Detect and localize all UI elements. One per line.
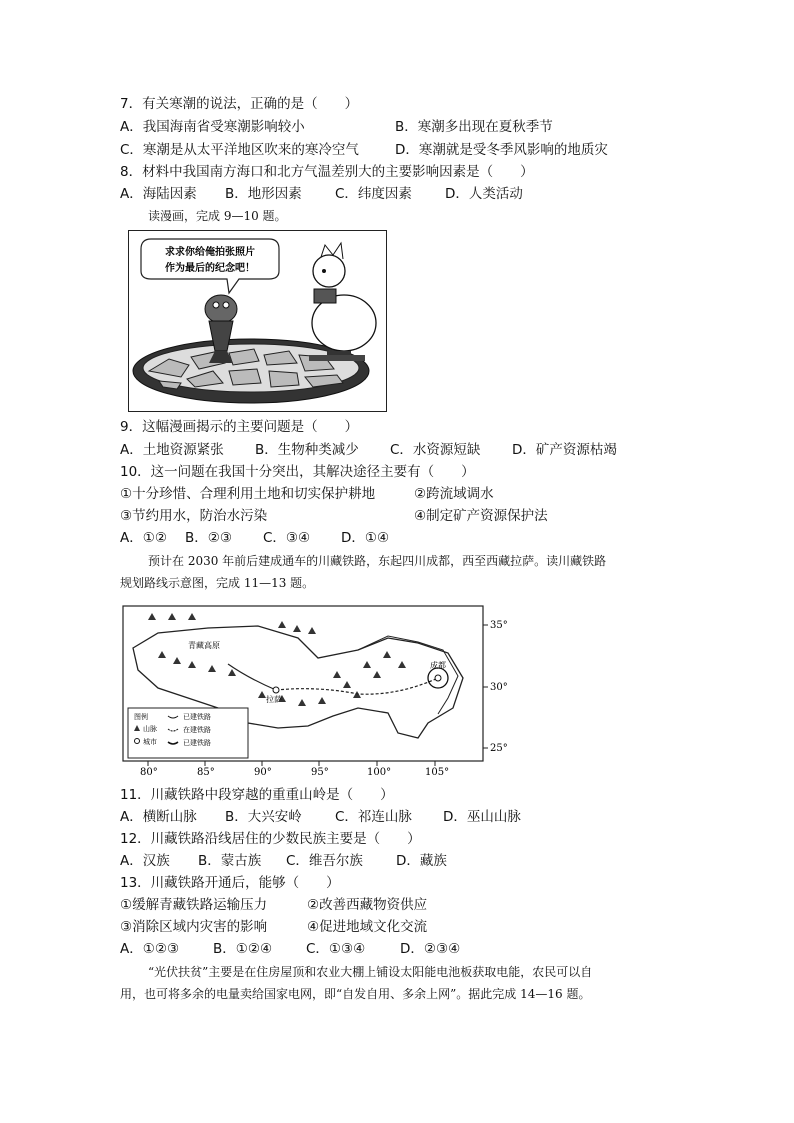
cartoon-bubble-line2: 作为最后的纪念吧！ (165, 263, 255, 274)
q10-option-c: C．③④ (263, 530, 311, 546)
q10-item-3: ③节约用水，防治水污染 (120, 508, 268, 524)
q11-option-b: B．大兴安岭 (225, 809, 302, 825)
intro-11-13-line1: 预计在 2030 年前后建成通车的川藏铁路，东起四川成都，西至西藏拉萨。读川藏铁路 (148, 554, 607, 568)
q13-option-d: D．②③④ (400, 941, 461, 957)
question-10-items-row2 (120, 506, 548, 526)
question-9-options (120, 440, 617, 460)
q13-option-a: A．①②③ (120, 941, 180, 957)
railway-map-figure (118, 598, 518, 778)
q7-option-a: A．我国海南省受寒潮影响较小 (120, 119, 305, 135)
map-city-lhasa: 拉萨 (266, 695, 282, 704)
legend-title: 图例 (134, 713, 148, 721)
cartoon-illustration (129, 231, 386, 411)
q10-option-a: A．①② (120, 530, 167, 546)
map-region-label: 青藏高原 (188, 641, 220, 650)
q10-option-b: B．②③ (185, 530, 232, 546)
q8-option-c: C．纬度因素 (335, 186, 412, 202)
q9-option-b: B．生物种类减少 (255, 442, 359, 458)
lat-label-25: 25° (490, 743, 508, 754)
question-13-stem: 13．川藏铁路开通后，能够（ ） (120, 875, 340, 891)
q10-item-2: ②跨流域调水 (414, 486, 494, 502)
lat-label-35: 35° (490, 620, 508, 631)
question-7-options-row1 (120, 117, 553, 137)
q8-option-b: B．地形因素 (225, 186, 302, 202)
legend-route-2: 在建铁路 (183, 726, 211, 734)
cartoon-figure (128, 230, 387, 412)
legend-city: 城市 (143, 738, 157, 746)
question-13-options (120, 939, 460, 959)
q12-option-b: B．蒙古族 (198, 853, 262, 869)
map-city-chengdu: 成都 (430, 661, 446, 670)
q13-item-4: ④促进地域文化交流 (307, 919, 428, 935)
intro-11-13-line2: 规划路线示意图，完成 11—13 题。 (120, 576, 315, 590)
q11-option-a: A．横断山脉 (120, 809, 197, 825)
q11-option-c: C．祁连山脉 (335, 809, 412, 825)
legend-mountain: 山脉 (143, 725, 157, 733)
question-10-items-row1 (120, 484, 494, 504)
lon-label-105: 105° (425, 767, 450, 778)
q10-item-4: ④制定矿产资源保护法 (414, 508, 548, 524)
intro-14-16-line2: 用，也可将多余的电量卖给国家电网，即“自发自用、多余上网”。据此完成 14—16 题。 (120, 987, 591, 1001)
q9-option-c: C．水资源短缺 (390, 442, 481, 458)
question-11-options (120, 807, 521, 827)
man-character (309, 243, 376, 361)
question-8-stem: 8．材料中我国南方海口和北方气温差别大的主要影响因素是（ ） (120, 164, 534, 180)
q7-option-d: D．寒潮就是受冬季风影响的地质灾 (395, 142, 608, 158)
q7-option-b: B．寒潮多出现在夏秋季节 (395, 119, 553, 135)
question-7-options-row2 (120, 140, 608, 160)
lon-label-100: 100° (367, 767, 392, 778)
q7-option-c: C．寒潮是从太平洋地区吹来的寒冷空气 (120, 142, 359, 158)
q9-option-a: A．土地资源紧张 (120, 442, 224, 458)
lat-label-30: 30° (490, 682, 508, 693)
lon-label-85: 85° (197, 767, 215, 778)
question-12-stem: 12．川藏铁路沿线居住的少数民族主要是（ ） (120, 831, 421, 847)
question-10-options (120, 528, 389, 548)
question-13-items-row2 (120, 917, 427, 937)
question-10-stem: 10．这一问题在我国十分突出，其解决途径主要有（ ） (120, 464, 475, 480)
railway-map (118, 598, 518, 778)
question-11-stem: 11．川藏铁路中段穿越的重重山岭是（ ） (120, 787, 394, 803)
intro-9-10: 读漫画，完成 9—10 题。 (148, 209, 287, 223)
cartoon-bubble-line1: 求求你给俺拍张照片 (165, 247, 255, 258)
legend-route-1: 已建铁路 (183, 713, 211, 721)
question-13-items-row1 (120, 895, 427, 915)
q10-option-d: D．①④ (341, 530, 390, 546)
question-8-options (120, 184, 523, 204)
q11-option-d: D．巫山山脉 (443, 809, 521, 825)
q13-item-3: ③消除区域内灾害的影响 (120, 919, 268, 935)
q13-item-1: ①缓解青藏铁路运输压力 (120, 897, 268, 913)
legend-city-icon (135, 739, 140, 744)
q8-option-a: A．海陆因素 (120, 186, 197, 202)
q8-option-d: D．人类活动 (445, 186, 523, 202)
lon-label-90: 90° (254, 767, 272, 778)
q12-option-a: A．汉族 (120, 853, 170, 869)
question-9-stem: 9．这幅漫画揭示的主要问题是（ ） (120, 419, 359, 435)
legend-route-3: 已建铁路 (183, 739, 211, 747)
q12-option-c: C．维吾尔族 (286, 853, 363, 869)
map-legend (128, 708, 248, 758)
intro-14-16-line1: “光伏扶贫”主要是在住房屋顶和农业大棚上铺设太阳能电池板获取电能，农民可以自 (148, 965, 593, 979)
q13-option-c: C．①③④ (306, 941, 366, 957)
lon-label-95: 95° (311, 767, 329, 778)
q12-option-d: D．藏族 (396, 853, 447, 869)
q13-option-b: B．①②④ (213, 941, 273, 957)
question-12-options (120, 851, 447, 871)
q13-item-2: ②改善西藏物资供应 (307, 897, 428, 913)
lon-label-80: 80° (140, 767, 158, 778)
q10-item-1: ①十分珍惜、合理利用土地和切实保护耕地 (120, 486, 376, 502)
question-7-stem: 7．有关寒潮的说法，正确的是（ ） (120, 96, 359, 112)
q9-option-d: D．矿产资源枯竭 (512, 442, 617, 458)
